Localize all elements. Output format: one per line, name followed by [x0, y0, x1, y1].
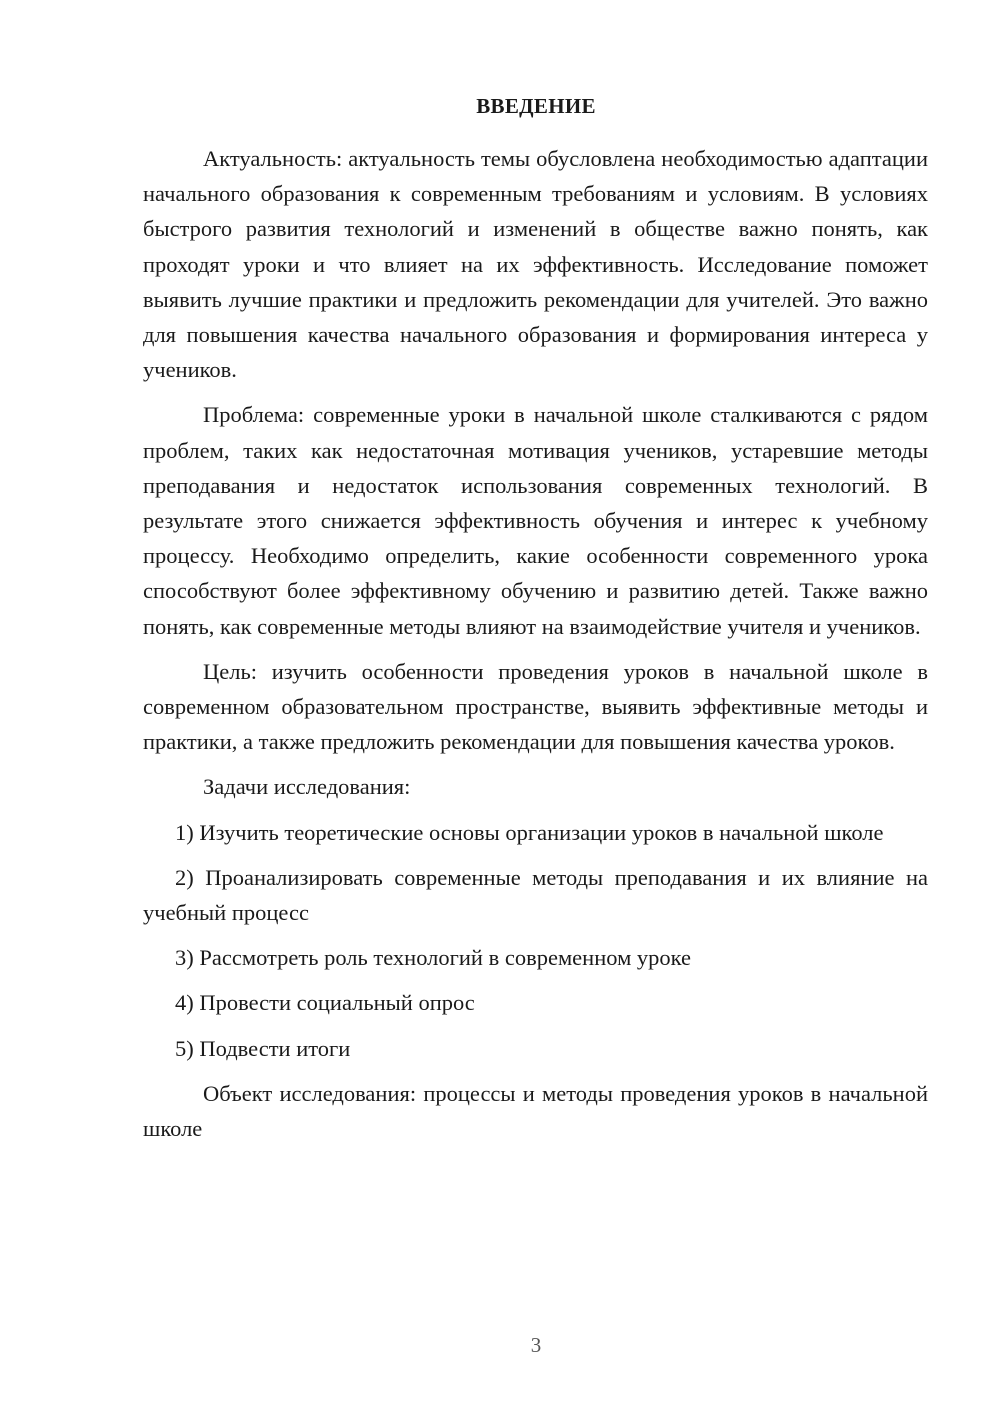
page-number: 3 [530, 1333, 542, 1357]
section-heading: ВВЕДЕНИЕ [476, 94, 596, 118]
task-item-4: 4) Провести социальный опрос [175, 990, 475, 1016]
paragraph-goal: Цель: изучить особенности проведения уроков в начальной школе в современном образовательном пространстве, выявить эффективные методы и практики, а также предложить рекомендации для повышения качества уроков. [143, 658, 928, 755]
paragraph-tasks-title: Задачи исследования: [203, 774, 411, 800]
task-item-2: 2) Проанализировать современные методы преподавания и их влияние на учебный процесс [143, 864, 928, 926]
body-text [143, 141, 928, 1156]
task-item-1: 1) Изучить теоретические основы организации уроков в начальной школе [175, 819, 884, 845]
task-item-3: 3) Рассмотреть роль технологий в современном уроке [175, 945, 692, 971]
paragraph-object: Объект исследования: процессы и методы проведения уроков в начальной школе [143, 1080, 928, 1142]
paragraph-problem: Проблема: современные уроки в начальной школе сталкиваются с рядом проблем, таких как недостаточная мотивация учеников, устаревшие методы преподавания и недостаток использования современных технологий. В результате этого снижается эффективность обучения и интерес к учебному процессу. Необходимо определить, какие особенности современного урока способствуют более эффективному обучению и развитию детей. Также важно понять, как современные методы влияют на взаимодействие учителя и учеников. [143, 402, 928, 639]
paragraph-relevance: Актуальность: актуальность темы обусловлена необходимостью адаптации начального образования к современным требованиям и условиям. В условиях быстрого развития технологий и изменений в обществе важно понять, как проходят уроки и что влияет на их эффективность. Исследование поможет выявить лучшие практики и предложить рекомендации для учителей. Это важно для повышения качества начального образования и формирования интереса у учеников. [143, 146, 928, 383]
task-item-5: 5) Подвести итоги [175, 1035, 351, 1061]
